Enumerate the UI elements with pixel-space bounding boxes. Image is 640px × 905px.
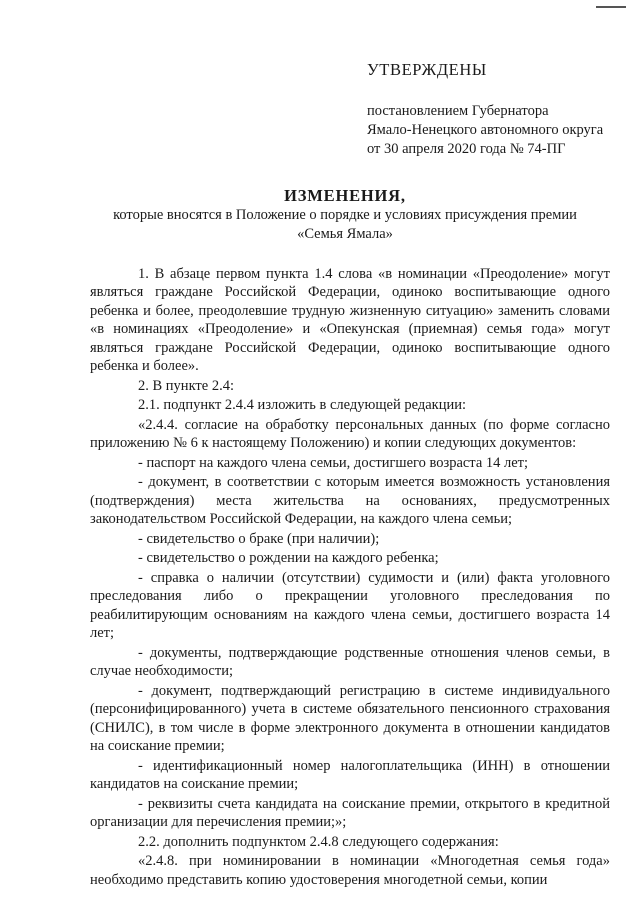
document-body — [90, 265, 610, 889]
paragraph: 2.1. подпункт 2.4.4 изложить в следующей редакции: — [138, 397, 467, 414]
document-subtitle: которые вносятся в Положение о порядке и условиях присуждения премии — [113, 207, 577, 223]
paragraph: - идентификационный номер налогоплательщика (ИНН) в отношении кандидатов на соискание премии; — [90, 757, 610, 793]
paragraph: 2.2. дополнить подпунктом 2.4.8 следующего содержания: — [138, 833, 499, 850]
paragraph: - документы, подтверждающие родственные отношения членов семьи, в случае необходимости; — [90, 644, 610, 680]
approval-line: от 30 апреля 2020 года № 74-ПГ — [367, 141, 566, 157]
paragraph: - справка о наличии (отсутствии) судимости и (или) факта уголовного преследования либо о прекращении уголовного преследования по реабилитирующим основаниям на каждого члена семьи, достигшего возраста 14 лет; — [90, 570, 610, 642]
paragraph: 1. В абзаце первом пункта 1.4 слова «в номинации «Преодоление» могут являться граждане Российской Федерации, одиноко воспитывающие одного ребенка и более, преодолевшие трудную жизненную ситуацию» заменить словами «в номинациях «Преодоление» и «Опекунская (приемная) семья года» могут являться граждане Российской Федерации, одиноко воспитывающие одного ребенка и более». — [90, 266, 610, 375]
paragraph: - свидетельство о браке (при наличии); — [138, 530, 380, 547]
approval-line: постановлением Губернатора — [367, 103, 549, 119]
paragraph: - реквизиты счета кандидата на соискание премии, открытого в кредитной организации для перечисления премии;»; — [90, 795, 610, 831]
document-title: ИЗМЕНЕНИЯ, — [284, 186, 406, 205]
paragraph: «2.4.4. согласие на обработку персональных данных (по форме согласно приложению № 6 к настоящему Положению) и копии следующих документов: — [90, 416, 610, 452]
approval-line: Ямало-Ненецкого автономного округа — [367, 122, 604, 138]
paragraph: - документ, в соответствии с которым имеется возможность установления (подтверждения) места жительства на основаниях, предусмотренных законодательством Российской Федерации, на каждого члена семьи; — [90, 474, 610, 528]
paragraph: 2. В пункте 2.4: — [138, 377, 234, 394]
paragraph: - паспорт на каждого члена семьи, достигшего возраста 14 лет; — [138, 454, 529, 471]
document-title-block — [80, 186, 610, 244]
scan-mark — [596, 6, 626, 8]
paragraph: - свидетельство о рождении на каждого ребенка; — [138, 550, 439, 567]
paragraph: - документ, подтверждающий регистрацию в системе индивидуального (персонифицированного) учета в системе обязательного пенсионного страхования (СНИЛС), в том числе в форме электронного документа в отношении кандидатов на соискание премии; — [90, 682, 610, 755]
paragraph: «2.4.8. при номинировании в номинации «Многодетная семья года» необходимо представить копию удостоверения многодетной семьи, копии — [90, 853, 610, 888]
document-subtitle: «Семья Ямала» — [297, 226, 393, 242]
approval-heading: УТВЕРЖДЕНЫ — [367, 60, 487, 79]
approval-block — [367, 60, 603, 159]
